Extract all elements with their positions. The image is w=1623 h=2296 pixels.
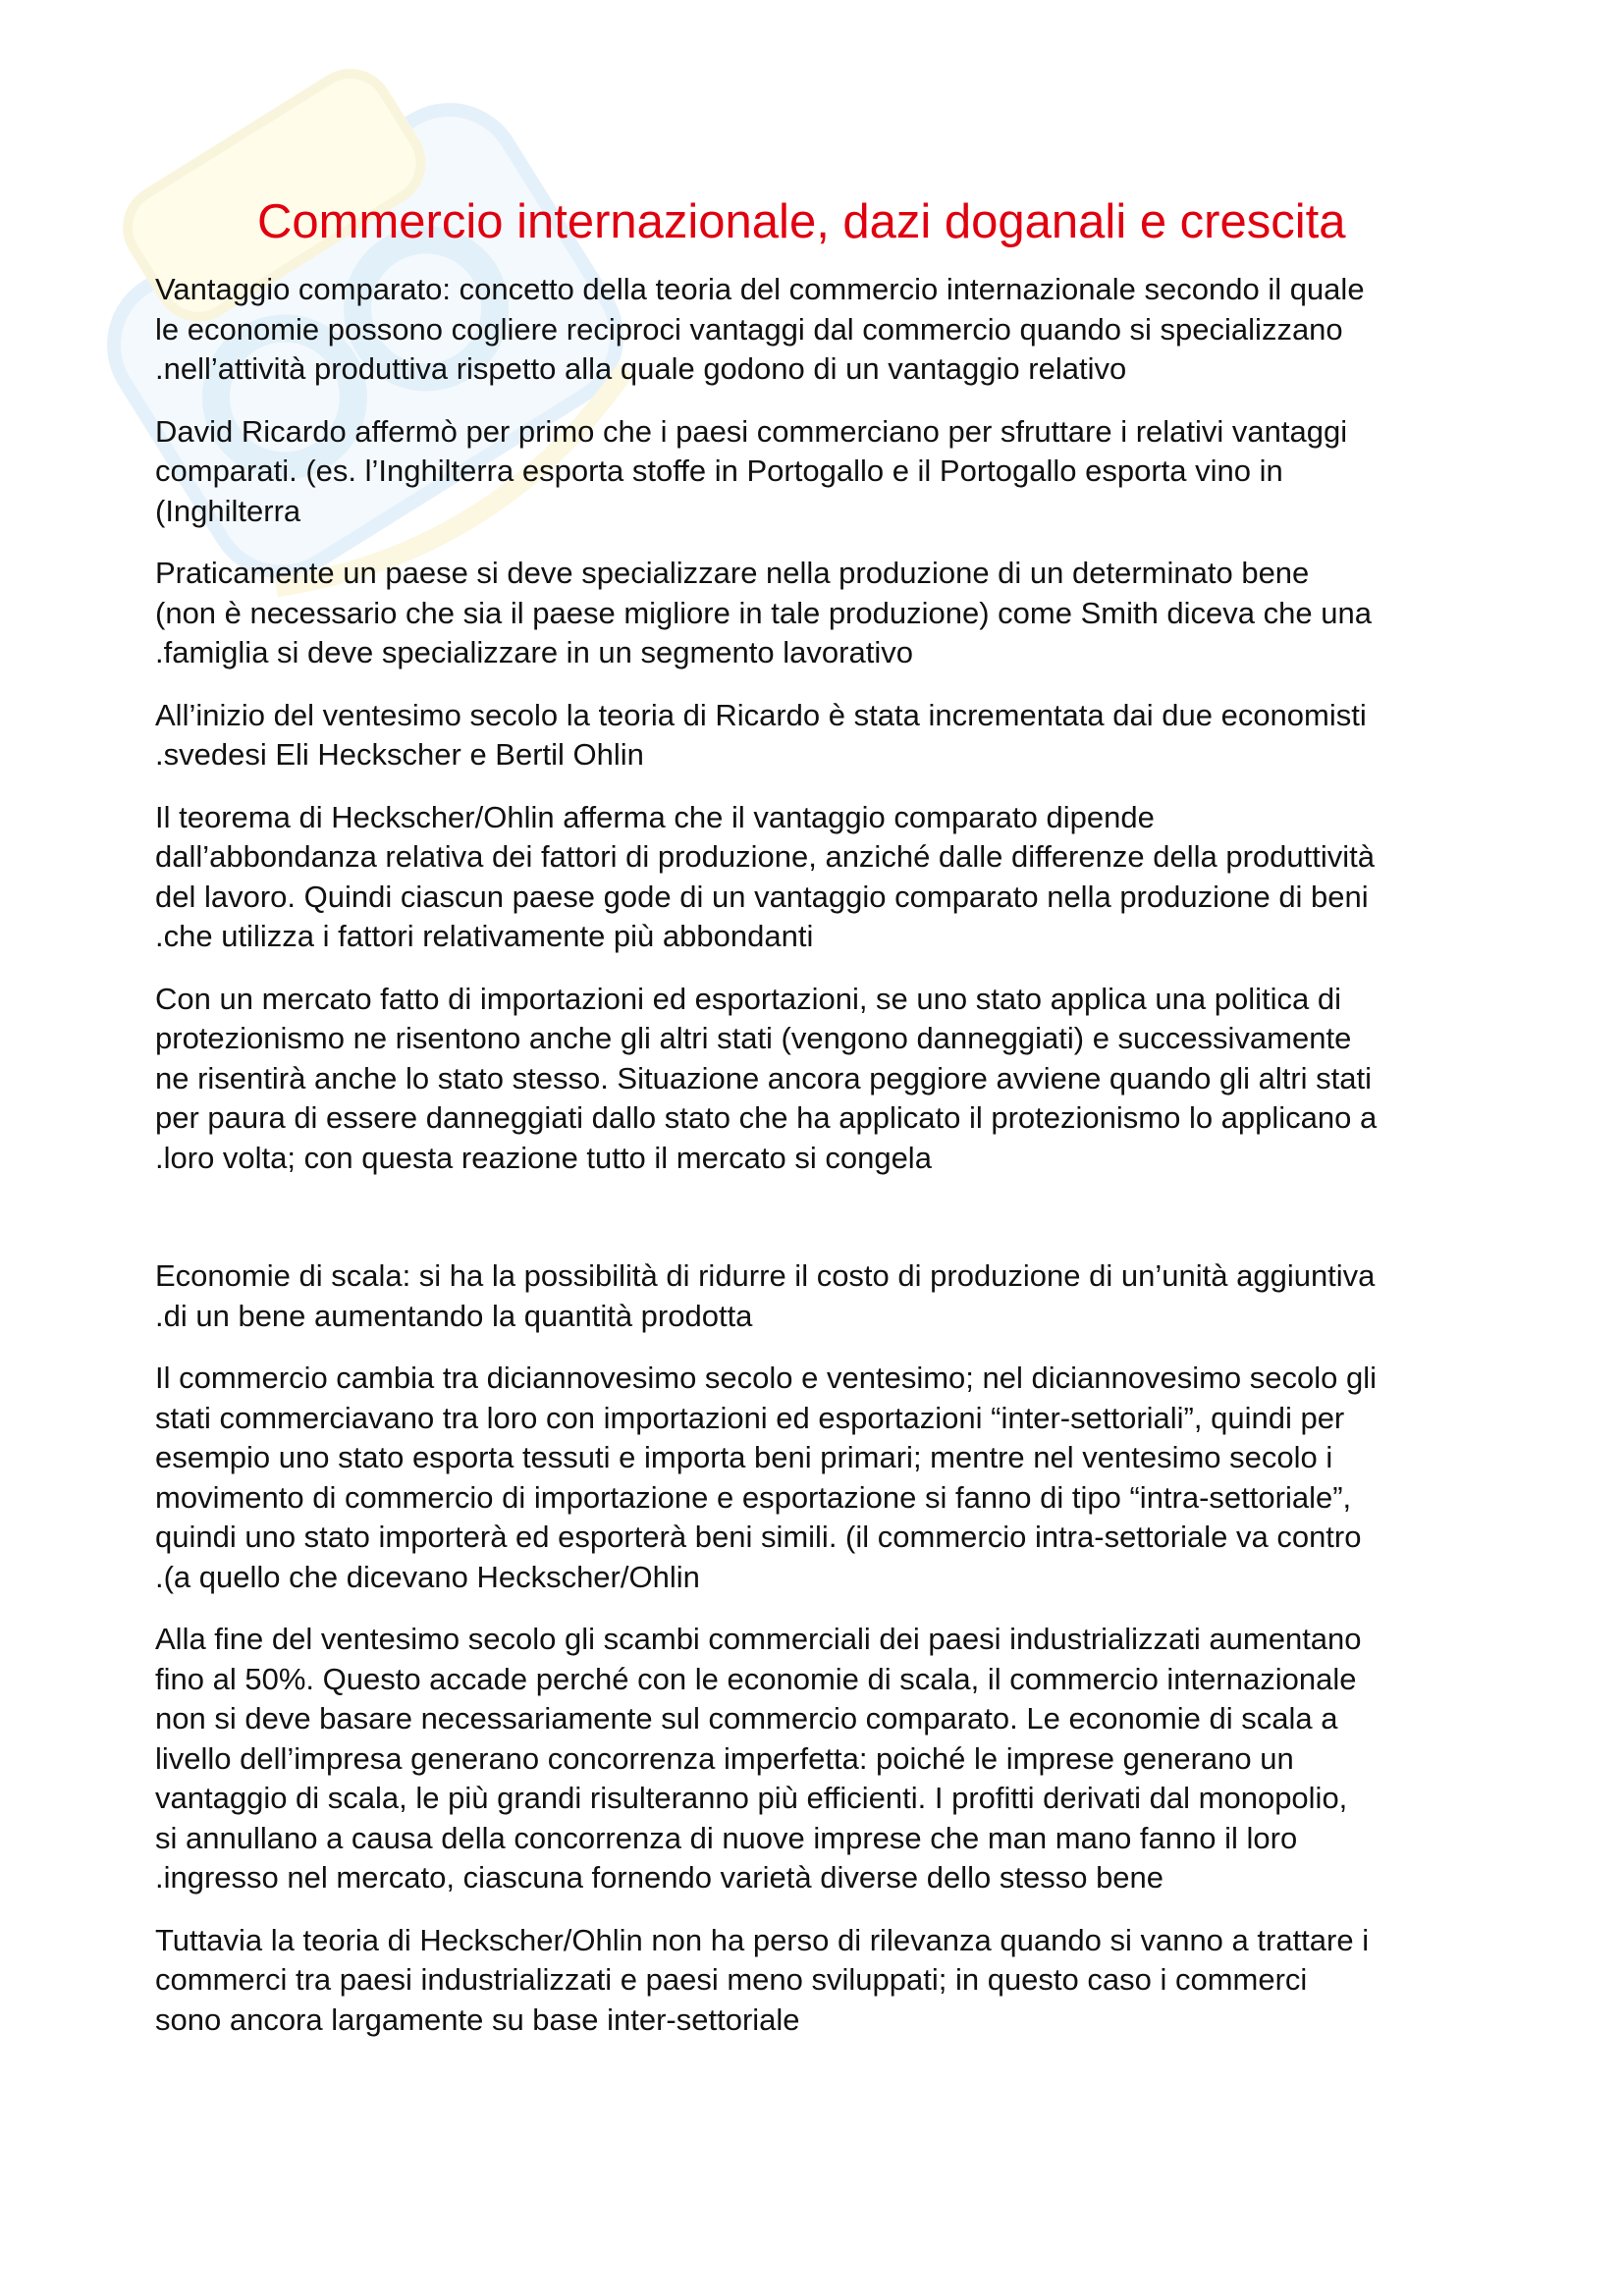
text-line: livello dell’impresa generano concorrenza imperfetta: poiché le imprese generano un — [155, 1740, 1294, 1776]
text-line: del lavoro. Quindi ciascun paese gode di un vantaggio comparato nella produzione di beni — [155, 879, 1369, 914]
text-line: .che utilizza i fattori relativamente più abbondanti — [155, 919, 814, 953]
text-line: Tuttavia la teoria di Heckscher/Ohlin non ha perso di rilevanza quando si vanno a trattare i — [155, 1922, 1370, 1957]
paragraph — [155, 798, 1481, 957]
text-line: vantaggio di scala, le più grandi risulteranno più efficienti. I profitti derivati dal monopolio, — [155, 1781, 1348, 1815]
text-line: movimento di commercio di importazione e esportazione si fanno di tipo “intra-settoriale”, — [155, 1479, 1352, 1515]
section-economies-of-scale — [155, 1256, 1481, 2040]
paragraph — [155, 412, 1481, 532]
text-line: .(a quello che dicevano Heckscher/Ohlin — [155, 1559, 700, 1594]
text-line: Il teorema di Heckscher/Ohlin afferma che il vantaggio comparato dipende — [155, 799, 1155, 834]
paragraph — [155, 1359, 1481, 1597]
section-gap — [155, 1201, 1481, 1256]
text-line: sono ancora largamente su base inter-settoriale — [155, 2002, 800, 2037]
text-line: commerci tra paesi industrializzati e paesi meno sviluppati; in questo caso i commerci — [155, 1962, 1308, 1997]
text-line: fino al 50%. Questo accade perché con le economie di scala, il commercio internazionale — [155, 1661, 1357, 1696]
text-line: .nell’attività produttiva rispetto alla quale godono di un vantaggio relativo — [155, 351, 1127, 386]
section-comparative-advantage — [155, 270, 1481, 1178]
paragraph — [155, 696, 1481, 775]
text-line: Economie di scala: si ha la possibilità di ridurre il costo di produzione di un’unità aggiuntiva — [155, 1258, 1376, 1293]
text-line: Alla fine del ventesimo secolo gli scambi commerciali dei paesi industrializzati aumentano — [155, 1622, 1362, 1656]
paragraph — [155, 1620, 1481, 1898]
text-line: .di un bene aumentando la quantità prodotta — [155, 1298, 753, 1333]
paragraph — [155, 554, 1481, 673]
text-line: David Ricardo affermò per primo che i paesi commerciano per sfruttare i relativi vantaggi — [155, 413, 1348, 449]
text-line: .loro volta; con questa reazione tutto il mercato si congela — [155, 1140, 932, 1175]
text-line: .famiglia si deve specializzare in un segmento lavorativo — [155, 635, 913, 669]
text-line: le economie possono cogliere reciproci vantaggi dal commercio quando si specializzano — [155, 311, 1343, 347]
text-line: .svedesi Eli Heckscher e Bertil Ohlin — [155, 737, 644, 772]
text-line: comparati. (es. l’Inghilterra esporta stoffe in Portogallo e il Portogallo esporta vino in — [155, 454, 1283, 488]
text-line: (non è necessario che sia il paese migliore in tale produzione) come Smith diceva che una — [155, 595, 1372, 630]
text-line: si annullano a causa della concorrenza di nuove imprese che man mano fanno il loro — [155, 1820, 1298, 1855]
text-line: (Inghilterra — [155, 493, 301, 528]
text-line: .ingresso nel mercato, ciascuna fornendo varietà diverse dello stesso bene — [155, 1860, 1164, 1895]
text-line: non si deve basare necessariamente sul commercio comparato. Le economie di scala a — [155, 1701, 1338, 1735]
paragraph — [155, 1256, 1481, 1336]
document-page — [155, 191, 1481, 2062]
text-line: esempio uno stato esporta tessuti e importa beni primari; mentre nel ventesimo secolo i — [155, 1440, 1333, 1474]
paragraph — [155, 980, 1481, 1179]
text-line: Vantaggio comparato: concetto della teoria del commercio internazionale secondo il quale — [155, 272, 1365, 306]
text-line: stati commerciavano tra loro con importazioni ed esportazioni “inter-settoriali”, quindi per — [155, 1400, 1345, 1435]
document-title: Commercio internazionale, dazi doganali e crescita — [257, 195, 1346, 248]
text-line: Praticamente un paese si deve specializzare nella produzione di un determinato bene — [155, 556, 1310, 590]
text-line: Con un mercato fatto di importazioni ed esportazioni, se uno stato applica una politica di — [155, 981, 1341, 1016]
text-line: All’inizio del ventesimo secolo la teoria di Ricardo è stata incrementata dai due economisti — [155, 697, 1367, 732]
text-line: quindi uno stato importerà ed esporterà beni simili. (il commercio intra-settoriale va contro — [155, 1520, 1362, 1554]
paragraph — [155, 1921, 1481, 2041]
text-line: Il commercio cambia tra diciannovesimo secolo e ventesimo; nel diciannovesimo secolo gli — [155, 1361, 1378, 1395]
paragraph — [155, 270, 1481, 390]
text-line: protezionismo ne risentono anche gli altri stati (vengono danneggiati) e successivamente — [155, 1021, 1352, 1055]
text-line: dall’abbondanza relativa dei fattori di produzione, anziché dalle differenze della produttività — [155, 839, 1375, 874]
text-line: per paura di essere danneggiati dallo stato che ha applicato il protezionismo lo applicano a — [155, 1100, 1378, 1135]
text-line: ne risentirà anche lo stato stesso. Situazione ancora peggiore avviene quando gli altri stati — [155, 1060, 1373, 1095]
